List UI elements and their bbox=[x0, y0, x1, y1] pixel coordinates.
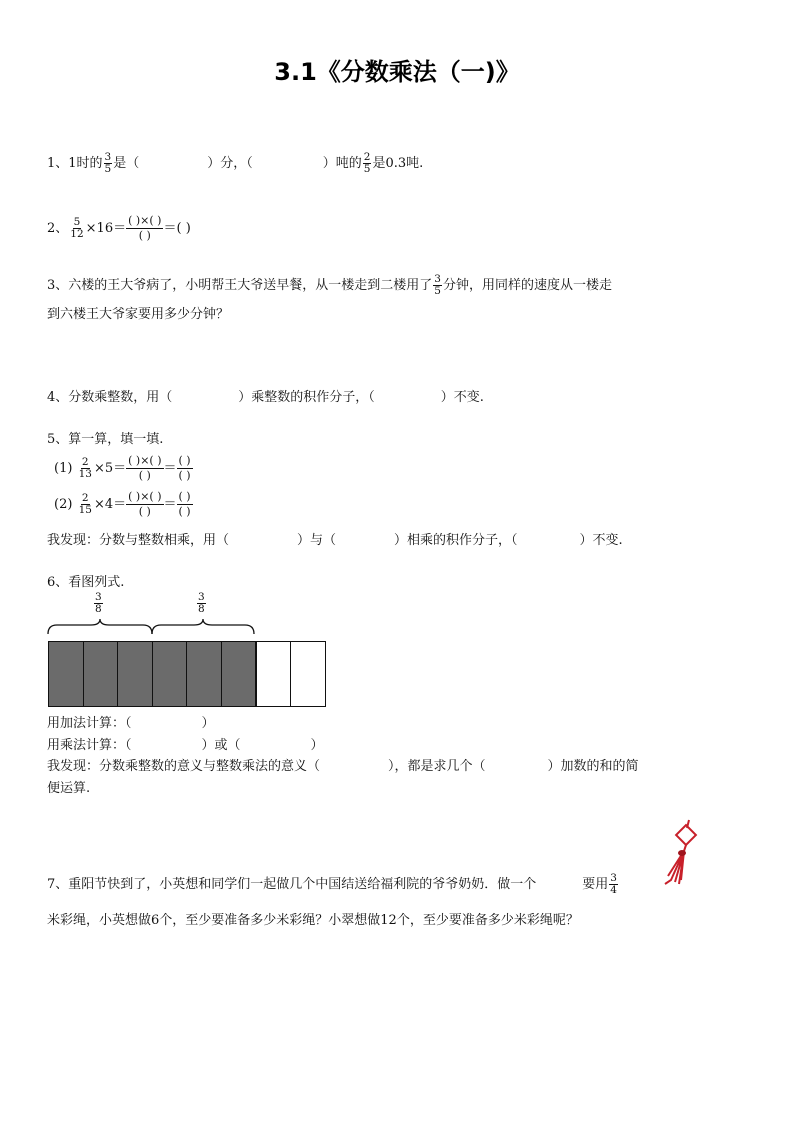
blank-fraction[interactable]: $\frac{( )\times( )}{( )}$ bbox=[128, 490, 162, 518]
q1-text: ）分，（ bbox=[207, 156, 253, 171]
fraction: $\frac{2}{15}$ bbox=[78, 492, 92, 516]
q1-text: ）吨的 bbox=[322, 156, 362, 171]
bar-cell-shaded bbox=[117, 641, 153, 707]
q6-addition: 用加法计算：（ ） bbox=[47, 716, 215, 731]
q6-finding: 我发现：分数乘整数的意义与整数乘法的意义（ ），都是求几个（ ）加数的和的简 bbox=[47, 759, 639, 774]
question-6-heading: 6、看图列式. bbox=[47, 575, 125, 590]
q5-part-2: (2) $\frac{2}{15}$ ×4＝ $\frac{( )\times( )}{( )}$ ＝ $\frac{( )}{( )}$ bbox=[54, 490, 191, 518]
q2-times: ×16＝ bbox=[85, 221, 127, 236]
chinese-knot-icon bbox=[651, 818, 699, 890]
q2-prefix: 2、 bbox=[47, 221, 69, 236]
q2-result-blank[interactable]: ＝( ) bbox=[163, 221, 191, 236]
blank-fraction[interactable]: $\frac{( )}{( )}$ bbox=[178, 490, 191, 518]
blank-fraction[interactable]: $\frac{( )\times( )}{( )}$ bbox=[128, 214, 162, 242]
question-1 bbox=[47, 152, 423, 175]
blank-fraction[interactable]: $\frac{( )\times( )}{( )}$ bbox=[128, 454, 162, 482]
question-4: 4、分数乘整数，用（ ）乘整数的积作分子，（ ）不变. bbox=[47, 390, 484, 405]
blank-fraction[interactable]: $\frac{( )}{( )}$ bbox=[178, 454, 191, 482]
brace-left bbox=[48, 619, 152, 634]
question-7-line-2: 米彩绳，小英想做6个，至少要准备多少米彩绳？小翠想做12个，至少要准备多少米彩绳呢？ bbox=[47, 913, 579, 928]
q5-part-1: (1) $\frac{2}{13}$ ×5＝ $\frac{( )\times( )}{( )}$ ＝ $\frac{( )}{( )}$ bbox=[54, 454, 191, 482]
fraction: $\frac{2}{13}$ bbox=[78, 456, 92, 480]
bar-cell-shaded bbox=[152, 641, 188, 707]
fraction: $\frac{3}{5}$ bbox=[104, 151, 112, 175]
question-7-line-1: 7、重阳节快到了，小英想和同学们一起做几个中国结送给福利院的爷爷奶奶．做一个 要用 $\frac{3}{4}$ bbox=[47, 872, 617, 896]
fraction: $\frac{2}{5}$ bbox=[363, 151, 371, 175]
question-3-line-2: 到六楼王大爷家要用多少分钟？ bbox=[47, 307, 230, 322]
q5-finding: 我发现：分数与整数相乘，用（ ）与（ ）相乘的积作分子，（ ）不变. bbox=[47, 533, 623, 548]
bar-cell-empty bbox=[290, 641, 326, 707]
brace-label-1: $\frac{3}{8}$ bbox=[95, 591, 102, 615]
bar-cell-shaded bbox=[48, 641, 84, 707]
bar-cell-shaded bbox=[186, 641, 222, 707]
question-5-heading: 5、算一算，填一填. bbox=[47, 432, 164, 447]
q1-prefix: 1、1时的 bbox=[47, 156, 103, 171]
bar-cell-empty bbox=[255, 641, 291, 707]
fraction: $\frac{3}{5}$ bbox=[434, 273, 441, 297]
fraction: $\frac{3}{4}$ bbox=[610, 872, 617, 896]
q6-multiplication: 用乘法计算：（ ）或（ ） bbox=[47, 738, 324, 753]
brace-label-2: $\frac{3}{8}$ bbox=[198, 591, 205, 615]
question-3-line-1: 3、六楼的王大爷病了，小明帮王大爷送早餐，从一楼走到二楼用了 $\frac{3}{5}$ 分钟，用同样的速度从一楼走 bbox=[47, 273, 612, 297]
brace-right bbox=[152, 619, 254, 634]
bar-cell-shaded bbox=[83, 641, 119, 707]
brace-diagram bbox=[45, 618, 260, 638]
q6-finding-cont: 便运算. bbox=[47, 781, 91, 796]
q1-text: 是（ bbox=[113, 156, 140, 171]
question-2 bbox=[47, 214, 191, 243]
page-title: 3.1《分数乘法（一)》 bbox=[274, 58, 520, 86]
q1-suffix: 是0.3吨. bbox=[372, 156, 424, 171]
fraction: $\frac{5}{12}$ bbox=[70, 216, 84, 240]
bar-cell-shaded bbox=[221, 641, 257, 707]
